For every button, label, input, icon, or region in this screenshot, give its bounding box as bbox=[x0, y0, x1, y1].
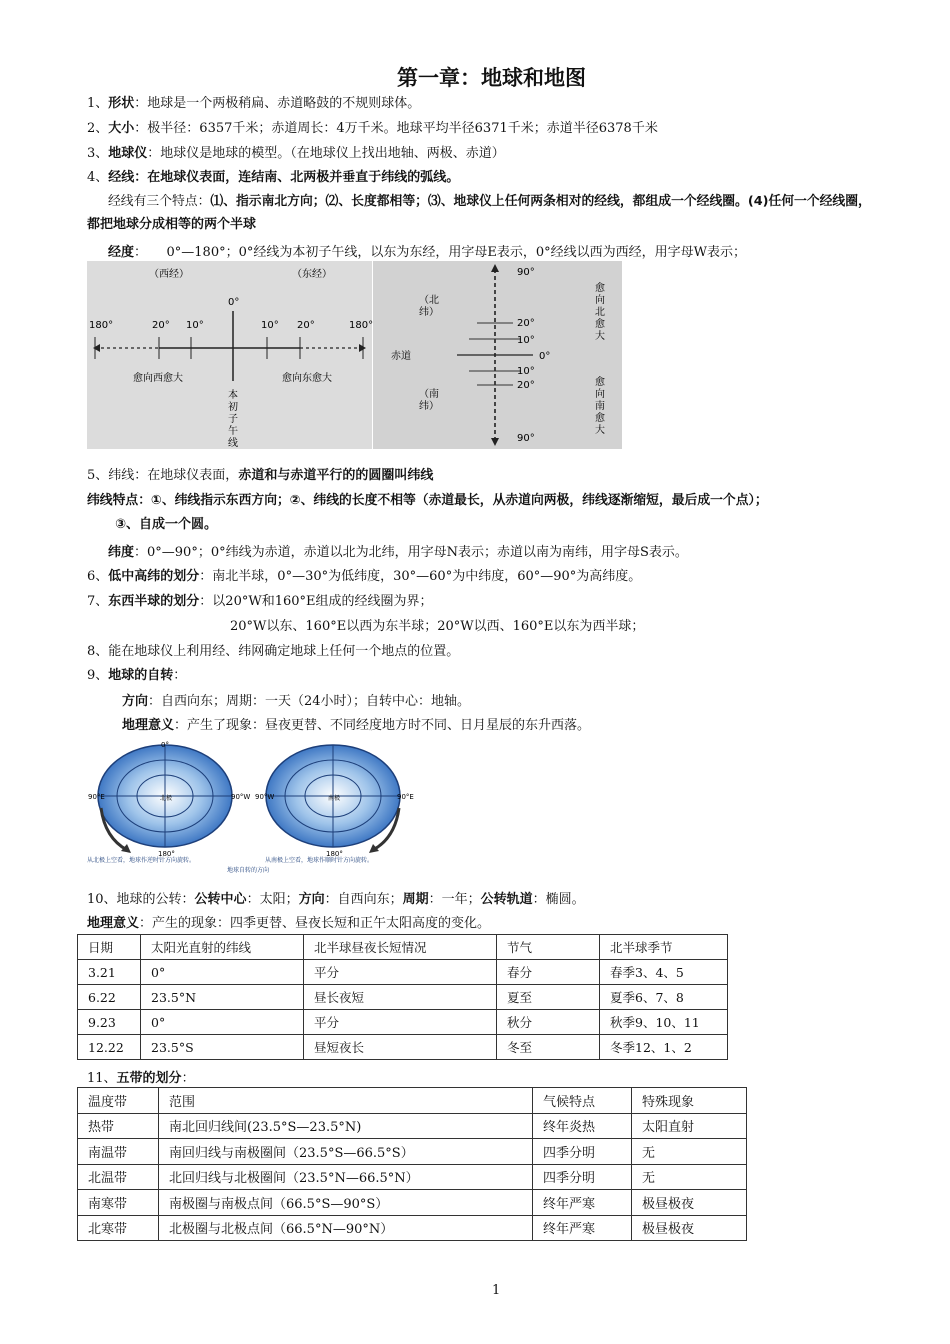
north-label: 纬） bbox=[419, 307, 439, 318]
tick-label: 10° bbox=[261, 320, 279, 331]
direction-key: 方向 bbox=[122, 694, 149, 709]
table-cell: 夏至 bbox=[497, 985, 600, 1010]
features-text: ⑴、指示南北方向；⑵、长度都相等；⑶、地球仪上任何两条相对的经线，都组成一个经线圈。(4)任何一个经线圈， bbox=[210, 194, 871, 209]
north-increase-char: 大 bbox=[595, 331, 605, 342]
west-arrow-icon bbox=[93, 344, 100, 352]
globe-label: 南极 bbox=[328, 795, 341, 802]
south-label: （南 bbox=[419, 389, 439, 400]
item-text: ：椭圆。 bbox=[532, 892, 585, 907]
table-cell: 南极圈与南极点间（66.5°S—90°S） bbox=[159, 1190, 533, 1216]
table-cell: 6.22 bbox=[78, 985, 141, 1010]
east-increase-label: 愈向东愈大 bbox=[282, 373, 332, 384]
item-text: ：在地球仪表面，连结南、北两极并垂直于纬线的弧线。 bbox=[134, 170, 460, 185]
revolution-meaning bbox=[87, 912, 490, 931]
item-key: 东西半球的划分 bbox=[108, 594, 200, 609]
rotation-diagram-title: 地球自转的方向 bbox=[227, 867, 270, 874]
direction-text: ：自西向东；周期：一天（24小时）；自转中心：地轴。 bbox=[148, 694, 471, 709]
item-key: 五带的划分 bbox=[116, 1071, 182, 1086]
table-row bbox=[78, 1215, 747, 1241]
item-number: 1、 bbox=[87, 96, 109, 111]
hemisphere-detail: 20°W以东、160°E以西为东半球；20°W以西、160°E以东为西半球； bbox=[230, 619, 645, 634]
tick-label: 90° bbox=[517, 267, 535, 278]
item-key: 周期 bbox=[402, 892, 429, 907]
table-cell: 热带 bbox=[78, 1113, 159, 1139]
tick-label: 180° bbox=[349, 320, 374, 331]
table-cell: 太阳直射 bbox=[632, 1113, 747, 1139]
table-row bbox=[78, 1190, 747, 1216]
item-text: ：南北半球，0°—30°为低纬度，30°—60°为中纬度，60°—90°为高纬度。 bbox=[199, 569, 642, 584]
table-cell: 春分 bbox=[497, 960, 600, 985]
table-row bbox=[78, 1113, 747, 1139]
north-increase-char: 向 bbox=[595, 295, 605, 306]
globe-label: 90°E bbox=[88, 793, 105, 801]
longitude-line bbox=[108, 241, 746, 260]
parallel-features-cont: ③、自成一个圆。 bbox=[115, 517, 218, 532]
table-cell: 平分 bbox=[304, 1010, 497, 1035]
features-key: 纬线特点： bbox=[87, 493, 151, 508]
item-key: 公转中心 bbox=[194, 892, 247, 907]
item-number: 6、 bbox=[87, 569, 109, 584]
tick-label: 20° bbox=[517, 380, 535, 391]
item-key: 方向 bbox=[298, 892, 325, 907]
globe-label: 90°W bbox=[255, 793, 275, 801]
south-increase-char: 向 bbox=[595, 389, 605, 400]
table-cell: 终年严寒 bbox=[533, 1190, 632, 1216]
item-text: ：太阳； bbox=[246, 892, 299, 907]
table-row bbox=[78, 1164, 747, 1190]
item-zones bbox=[87, 1067, 195, 1086]
table-row bbox=[78, 1035, 728, 1060]
meaning-key: 地理意义 bbox=[122, 718, 175, 733]
item-key: 地球仪 bbox=[108, 146, 148, 161]
table-cell: 终年严寒 bbox=[533, 1215, 632, 1241]
rotation-meaning bbox=[122, 714, 590, 733]
item-size bbox=[87, 117, 658, 136]
item-globe bbox=[87, 142, 505, 161]
table-cell: 终年炎热 bbox=[533, 1113, 632, 1139]
page-title: 第一章：地球和地图 bbox=[397, 66, 586, 90]
item-location: 8、能在地球仪上利用经、纬网确定地球上任何一个地点的位置。 bbox=[87, 644, 460, 659]
globe-label: 180° bbox=[326, 850, 343, 858]
south-caption: 从南极上空看，地球作顺时针方向旋转。 bbox=[265, 857, 374, 864]
item-text: ：极半径：6357千米；赤道周长：4万千米。地球平均半径6371千米；赤道半径6378千米 bbox=[134, 121, 658, 136]
table-cell: 南北回归线间(23.5°S—23.5°N) bbox=[159, 1113, 533, 1139]
item-number: 5、 bbox=[87, 468, 109, 483]
table-cell: 冬季12、1、2 bbox=[600, 1035, 728, 1060]
latitude-diagram-svg bbox=[373, 261, 622, 449]
item-key: 经线 bbox=[108, 170, 135, 185]
longitude-diagram bbox=[87, 261, 372, 449]
item-hemisphere bbox=[87, 590, 433, 609]
table-header-row bbox=[78, 935, 728, 960]
prime-label-char: 本 bbox=[228, 390, 238, 401]
table-cell: 南温带 bbox=[78, 1139, 159, 1165]
south-increase-char: 大 bbox=[595, 425, 605, 436]
table-cell: 0° bbox=[141, 1010, 304, 1035]
north-increase-char: 北 bbox=[595, 307, 605, 318]
table-header: 北半球昼夜长短情况 bbox=[304, 935, 497, 960]
west-increase-label: 愈向西愈大 bbox=[133, 373, 183, 384]
north-increase-char: 愈 bbox=[595, 319, 605, 330]
item-number: 3、 bbox=[87, 146, 109, 161]
north-label: （北 bbox=[419, 295, 439, 306]
item-number: 2、 bbox=[87, 121, 109, 136]
south-increase-char: 愈 bbox=[595, 413, 605, 424]
item-key: 地球的自转 bbox=[108, 668, 174, 683]
west-label: （西经） bbox=[149, 269, 189, 280]
latitude-diagram bbox=[373, 261, 622, 449]
table-cell: 北回归线与北极圈间（23.5°N—66.5°N） bbox=[159, 1164, 533, 1190]
item-text: ：地球是一个两极稍扁、赤道略鼓的不规则球体。 bbox=[134, 96, 421, 111]
table-cell: 北寒带 bbox=[78, 1215, 159, 1241]
zones-table bbox=[77, 1087, 747, 1241]
item-parallel bbox=[87, 464, 433, 483]
item-key: 低中高纬的划分 bbox=[108, 569, 200, 584]
item-colon: ： bbox=[181, 1071, 195, 1086]
table-header: 温度带 bbox=[78, 1088, 159, 1114]
parallel-features bbox=[87, 489, 768, 508]
longitude-diagram-svg bbox=[87, 261, 372, 449]
up-arrow-icon bbox=[491, 264, 499, 272]
page-number: 1 bbox=[492, 1283, 501, 1298]
table-cell: 昼长夜短 bbox=[304, 985, 497, 1010]
table-header: 气候特点 bbox=[533, 1088, 632, 1114]
item-revolution bbox=[87, 888, 585, 907]
item-key: 大小 bbox=[108, 121, 135, 136]
table-cell: 秋分 bbox=[497, 1010, 600, 1035]
globe-label: 0° bbox=[161, 741, 169, 749]
table-header: 特殊现象 bbox=[632, 1088, 747, 1114]
meaning-text: ：产生了现象：昼夜更替、不同经度地方时不同、日月星辰的东升西落。 bbox=[174, 718, 591, 733]
table-cell: 9.23 bbox=[78, 1010, 141, 1035]
table-header: 范围 bbox=[159, 1088, 533, 1114]
meaning-text: ：产生的现象：四季更替、昼夜长短和正午太阳高度的变化。 bbox=[139, 916, 491, 931]
tick-label: 20° bbox=[517, 318, 535, 329]
globe-label: 90°W bbox=[231, 793, 251, 801]
table-cell: 南寒带 bbox=[78, 1190, 159, 1216]
globe-label: 90°E bbox=[397, 793, 414, 801]
table-header-row bbox=[78, 1088, 747, 1114]
south-label: 纬） bbox=[419, 401, 439, 412]
item-text-bold: 赤道和与赤道平行的的圆圈叫纬线 bbox=[238, 468, 434, 483]
table-row bbox=[78, 960, 728, 985]
revolution-table bbox=[77, 934, 728, 1060]
item-text: ：地球仪是地球的模型。（在地球仪上找出地轴、两极、赤道） bbox=[147, 146, 505, 161]
item-rotation bbox=[87, 664, 186, 683]
item-number: 7、 bbox=[87, 594, 109, 609]
table-cell: 四季分明 bbox=[533, 1139, 632, 1165]
rotation-diagram bbox=[87, 738, 412, 873]
item-meridian bbox=[87, 166, 459, 185]
table-row bbox=[78, 1139, 747, 1165]
rotation-direction bbox=[122, 690, 470, 709]
table-cell: 无 bbox=[632, 1164, 747, 1190]
table-cell: 23.5°N bbox=[141, 985, 304, 1010]
item-colon: ： bbox=[173, 668, 187, 683]
table-cell: 夏季6、7、8 bbox=[600, 985, 728, 1010]
item-text: ：以20°W和160°E组成的经线圈为界； bbox=[199, 594, 433, 609]
item-lat-division bbox=[87, 565, 641, 584]
tick-label: 10° bbox=[186, 320, 204, 331]
meaning-key: 地理意义 bbox=[87, 916, 140, 931]
item-key: 形状 bbox=[108, 96, 135, 111]
item-key: 公转轨道 bbox=[480, 892, 533, 907]
prime-label-char: 午 bbox=[228, 426, 238, 437]
features-lead: 经线有三个特点： bbox=[108, 194, 211, 209]
table-header: 北半球季节 bbox=[600, 935, 728, 960]
rotation-diagram-svg bbox=[87, 738, 412, 873]
item-number: 9、 bbox=[87, 668, 109, 683]
equator-label: 赤道 bbox=[391, 351, 411, 362]
table-cell: 秋季9、10、11 bbox=[600, 1010, 728, 1035]
table-header: 太阳光直射的纬线 bbox=[141, 935, 304, 960]
item-text: 10、地球的公转： bbox=[87, 892, 195, 907]
longitude-text: ： 0°—180°；0°经线为本初子午线，以东为东经，用字母E表示，0°经线以西为西经，用字母W表示； bbox=[134, 245, 746, 260]
tick-label: 10° bbox=[517, 335, 535, 346]
prime-label-char: 子 bbox=[228, 414, 238, 425]
east-label: （东经） bbox=[292, 269, 332, 280]
longitude-key: 经度 bbox=[108, 245, 135, 260]
table-cell: 冬至 bbox=[497, 1035, 600, 1060]
item-key: 纬线： bbox=[108, 468, 148, 483]
table-row bbox=[78, 985, 728, 1010]
north-caption: 从北极上空看，地球作逆时针方向旋转。 bbox=[87, 857, 196, 864]
item-shape bbox=[87, 92, 420, 111]
tick-label: 0° bbox=[539, 351, 551, 362]
table-cell: 3.21 bbox=[78, 960, 141, 985]
item-text: ：一年； bbox=[428, 892, 481, 907]
table-cell: 昼短夜长 bbox=[304, 1035, 497, 1060]
table-header: 日期 bbox=[78, 935, 141, 960]
tick-label: 20° bbox=[297, 320, 315, 331]
item-text: ：自西向东； bbox=[324, 892, 403, 907]
latitude-key: 纬度 bbox=[108, 545, 135, 560]
table-cell: 北温带 bbox=[78, 1164, 159, 1190]
tick-label: 180° bbox=[89, 320, 114, 331]
table-cell: 四季分明 bbox=[533, 1164, 632, 1190]
down-arrow-icon bbox=[491, 438, 499, 446]
table-header: 节气 bbox=[497, 935, 600, 960]
tick-label: 10° bbox=[517, 366, 535, 377]
meridian-features bbox=[108, 190, 871, 209]
table-cell: 0° bbox=[141, 960, 304, 985]
prime-label-char: 线 bbox=[228, 438, 238, 449]
table-cell: 平分 bbox=[304, 960, 497, 985]
latitude-line bbox=[108, 541, 688, 560]
tick-label: 20° bbox=[152, 320, 170, 331]
item-number: 11、 bbox=[87, 1071, 117, 1086]
tick-label: 0° bbox=[228, 297, 240, 308]
table-cell: 极昼极夜 bbox=[632, 1215, 747, 1241]
item-text: 在地球仪表面， bbox=[147, 468, 239, 483]
north-increase-char: 愈 bbox=[595, 283, 605, 294]
table-cell: 极昼极夜 bbox=[632, 1190, 747, 1216]
meridian-features-cont: 都把地球分成相等的两个半球 bbox=[87, 217, 257, 232]
south-increase-char: 南 bbox=[595, 401, 605, 412]
prime-label-char: 初 bbox=[228, 402, 238, 413]
table-cell: 北极圈与北极点间（66.5°N—90°N） bbox=[159, 1215, 533, 1241]
south-increase-char: 愈 bbox=[595, 377, 605, 388]
table-cell: 无 bbox=[632, 1139, 747, 1165]
table-cell: 23.5°S bbox=[141, 1035, 304, 1060]
table-cell: 12.22 bbox=[78, 1035, 141, 1060]
globe-label: 180° bbox=[158, 850, 175, 858]
features-text: ①、纬线指示东西方向；②、纬线的长度不相等（赤道最长，从赤道向两极，纬线逐渐缩短，最后成一个点）； bbox=[150, 493, 768, 508]
table-row bbox=[78, 1010, 728, 1035]
table-cell: 南回归线与南极圈间（23.5°S—66.5°S） bbox=[159, 1139, 533, 1165]
table-cell: 春季3、4、5 bbox=[600, 960, 728, 985]
latitude-text: ：0°—90°；0°纬线为赤道，赤道以北为北纬，用字母N表示；赤道以南为南纬，用字母S表示。 bbox=[134, 545, 688, 560]
tick-label: 90° bbox=[517, 433, 535, 444]
globe-label: 北极 bbox=[160, 795, 173, 802]
item-number: 4、 bbox=[87, 170, 109, 185]
